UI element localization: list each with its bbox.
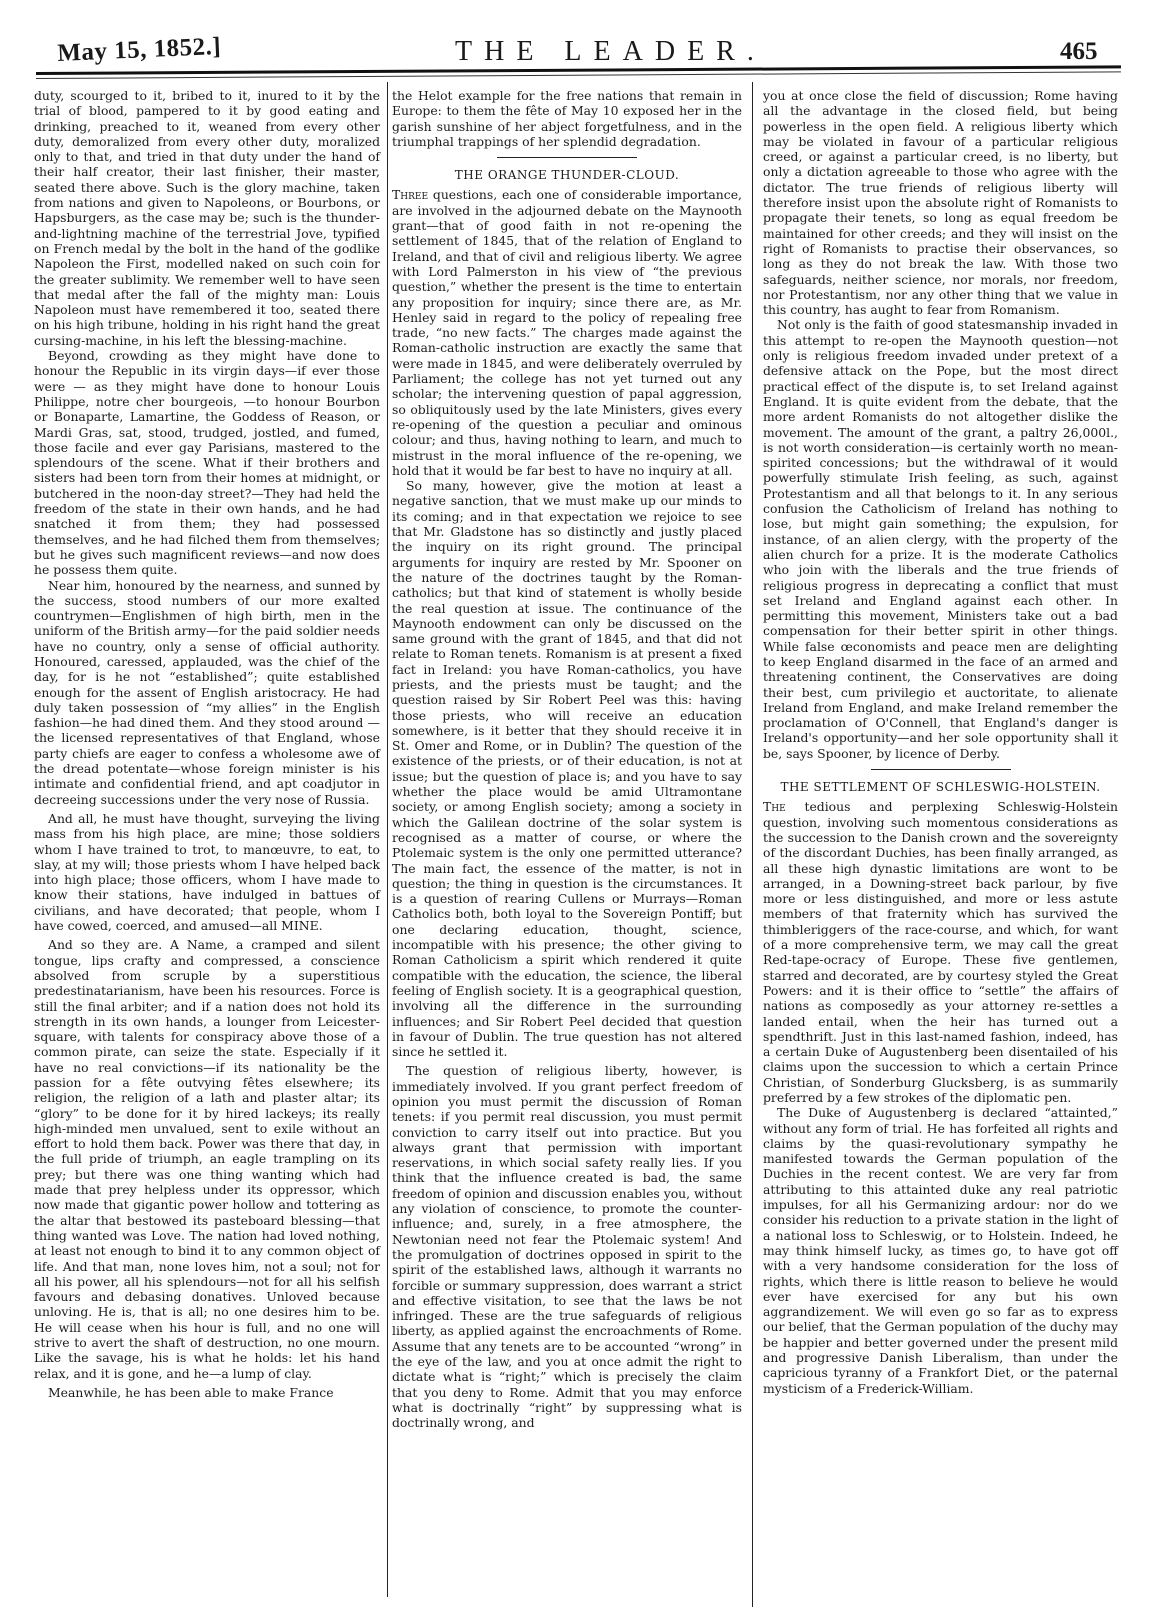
masthead [0,0,1155,88]
page-number: 465 [1060,38,1098,65]
paragraph: And all, he must have thought, surveying the living mass from his high place, are mine; those soldiers whom I have trained to trot, to manœuvre, to eat, to slay, at my will; those priests whom I have helped back into high place; those officers, whom I have made to know their stations, have indulged in battues of civilians, and have decorated; that people, whom I have cowed, coerced, and amused—all MINE. [34,810,380,934]
paragraph: Near him, honoured by the nearness, and sunned by the success, stood numbers of our more exalted countrymen—Englishmen of high birth, men in the uniform of the British army—for the paid soldier needs have no country, only a sense of official authority. Honoured, caressed, applauded, was the chief of the day, for is he not “established”; quite established enough for the assent of English aristocracy. He had duly taken possession of “my allies” in the English fashion—he had dined them. And they stood around — the licensed representatives of that England, whose party chiefs are eager to confess a wholesome awe of the dread potentate—whose foreign minister is his intimate and confidential friend, and apt coadjutor in decreeing successions under the very nose of Russia. [34,577,380,807]
newspaper-title: THE LEADER. [455,36,766,67]
issue-date: May 15, 1852.] [56,32,222,68]
paragraph: you at once close the field of discussion; Rome having all the advantage in the closed field, but being powerless in the open field. A religious liberty which may be violated in favour of a particular religious creed, or against a particular creed, is no liberty, but only a dictation agreeable to those who agree with the dictator. The true friends of religious liberty will therefore insist upon the absolute right of Romanists to propagate their tenets, so long as equal freedom be maintained for other creeds; and they will insist on the right of Romanists to practise their observances, so long as they do not break the law. With those two safeguards, neither science, nor morals, nor freedom, nor Protestantism, nor any other thing that we value in this country, has aught to fear from Romanism. [763,88,1118,318]
column-middle [392,88,742,1431]
paragraph: Meanwhile, he has been able to make France [48,1384,334,1400]
paragraph: The tedious and perplexing Schleswig-Holstein question, involving such momentous considerations as the succession to the Danish crown and the sovereignty of the discordant Duchies, has been finally arranged, as all these high dynastic limitations are wont to be arranged, in a Downing-street back parlour, by five more or less distinguished, and more or less astute members of that fraternity which has survived the thimbleriggers of the race-course, and which, for want of a more comprehensive term, we may call the great Red-tape-ocracy of Europe. These five gentlemen, starred and decorated, are by courtesy styled the Great Powers: and it is their office to “settle” the affairs of nations as composedly as your attorney re-settles a landed entail, when the heir has turned out a spendthrift. Just in this last-named fashion, indeed, has a certain Duke of Augustenberg been disentailed of his claims upon the succession to which a certain Prince Christian, of Sonderburg Glucksberg, is as summarily preferred by a few strokes of the diplomatic pen. [763,799,1118,1105]
paragraph: duty, scourged to it, bribed to it, inured to it by the trial of blood, pampered to it by good eating and drinking, preached to it, weaned from every other duty, demoralized from every other duty, moralized only to that, and tried in that duty under the hand of their half creator, their last finisher, their master, seated there above. Such is the glory machine, taken from nations and given to Napoleons, or Bourbons, or Hapsburgers, as the case may be; such is the thunder-and-lightning machine of the terrestrial Jove, typified on French medal by the bolt in the hand of the godlike Napoleon the First, modelled naked on such coin for the greater sublimity. We remember well to have seen that medal after the fall of the mighty man: Louis Napoleon must have remembered it too, seated there on his high tribune, holding in his right hand the great cursing-machine, in his left the blessing-machine. [34,88,380,348]
section-separator [497,157,637,158]
lead-word: The [763,799,786,815]
paragraph: the Helot example for the free nations that remain in Europe: to them the fête of May 10 exposed her in the garish sunshine of her abject forgetfulness, and in the triumphal trappings of her splendid degradation. [392,88,742,149]
article-heading: THE ORANGE THUNDER-CLOUD. [454,168,680,183]
paragraph: Not only is the faith of good statesmanship invaded in this attempt to re-open the Maynooth question—not only is religious freedom invaded under pretext of a defensive attack on the Pope, but the most direct practical effect of the dispute is, to set Ireland against England. It is quite evident from the debate, that the more ardent Romanists do not altogether dislike the movement. The amount of the grant, a paltry 26,000l., is not worth consideration—is certainly worth no mean-spirited concessions; but the withdrawal of it would powerfully stimulate Irish feeling, as such, against Protestantism and all that belongs to it. In any serious confusion the Catholicism of Ireland has nothing to lose, but might gain something; the expulsion, for instance, of an alien clergy, with the property of the alien church for a prize. It is the moderate Catholics who join with the liberals and the true friends of religious progress in deprecating a conflict that must set Ireland and England against each other. In permitting this movement, Ministers take out a bad compensation for their better spirit in other things. While false œconomists and peace men are delighting to keep England disarmed in the face of an armed and threatening continent, the Conservatives are doing their best, cum privilegio et auctoritate, to alienate Ireland from England, and make Ireland remember the proclamation of O'Connell, that England's danger is Ireland's opportunity—and her sole opportunity shall it be, says Spooner, by licence of Derby. [763,317,1118,761]
paragraph: Three questions, each one of considerable importance, are involved in the adjourned debate on the Maynooth grant—that of good faith in not re-opening the settlement of 1845, that of the relation of England to Ireland, and that of civil and religious liberty. We agree with Lord Palmerston in his view of “the previous question,” whether the present is the time to entertain any proposition for inquiry; since there are, as Mr. Henley said in regard to the policy of repealing free trade, “no new facts.” The charges made against the Roman-catholic instruction are exactly the same that were made in 1845, and were deliberately overruled by Parliament; the college has not yet turned out any scholar; the intervening question of papal aggression, so obliquitously used by the late Ministers, gives every re-opening of the question a peculiar and ominous colour; and thus, having nothing to learn, and much to mistrust in the moral influence of the re-opening, we hold that it would be far best to have no inquiry at all. [392,187,742,478]
paragraph: The Duke of Augustenberg is declared “attainted,” without any form of trial. He has forfeited all rights and claims by the quasi-revolutionary sympathy he manifested towards the German population of the Duchies in the recent contest. We are very far from attributing to this attainted duke any real patriotic impulses, for all his Germanizing ardour: nor do we consider his reduction to a private station in the light of a national loss to Schleswig, or to Holstein. Indeed, he may think himself lucky, as times go, to have got off with a very handsome consideration for the loss of rights, which there is little reason to believe he would ever have exercised for any but his own aggrandizement. We will even go so far as to express our belief, that the German population of the duchy may be happier and better governed under the present mild and progressive Danish Liberalism, than under the capricious tyranny of a Frankfort Diet, or the paternal mysticism of a Frederick-William. [763,1105,1118,1396]
paragraph: And so they are. A Name, a cramped and silent tongue, lips crafty and compressed, a conscience absolved from scruple by a superstitious predestinatarianism, have been his resources. Force is still the final arbiter; and if a nation does not hold its strength in its own hands, a lounger from Leicester-square, with talents for conspiracy above those of a common pirate, can seize the state. Especially if it have no real convictions—if its nationality be the passion for a fête outvying fêtes elsewhere; its religion, the religion of a lath and plaster altar; its “glory” to be done for it by hired lackeys; its really high-minded men unvalued, sent to exile without an effort to hold them back. Power was there that day, in the full pride of triumph, an eagle trampling on its prey; but there was one thing wanting which had made that prey helpless under its oppressor, which now made that gigantic power hollow and tottering as the altar that bestowed its pasteboard blessing—that thing wanted was Love. The nation had loved nothing, at least not enough to bind it to any common object of life. And that man, none loves him, not a soul; not for all his power, all his splendours—not for all his selfish favours and debasing donatives. Unloved because unloving. He is, that is all; no one desires him to be. He will cease when his hour is full, and no one will strive to avert the shaft of destruction, no one mourn. Like the savage, his is what he holds: let his hand relax, and it is gone, and he—a lump of clay. [34,937,380,1381]
column-left [34,88,380,1400]
paragraph: Beyond, crowding as they might have done to honour the Republic in its virgin days—if ever those were — as they might have done to honour Louis Philippe, notre cher bourgeois, —to honour Bourbon or Bonaparte, Lamartine, the Goddess of Reason, or Mardi Gras, sat, stood, trudged, jostled, and fumed, those facile and ever gay Parisians, mastered to the splendours of the scene. What if their brothers and sisters had been torn from their homes at midnight, or butchered in the noon-day street?—They had held the freedom of the state in their own hands, and he had snatched it from them; they had possessed themselves, and he had filched them from themselves; but he gives such magnificent reviews—and now does he possess them quite. [34,348,380,578]
column-divider [387,82,388,1597]
section-separator [871,769,1011,770]
column-divider [752,82,753,1607]
lead-word: Three [392,187,429,203]
paragraph: So many, however, give the motion at least a negative sanction, that we must make up our minds to its coming; and in that expectation we rejoice to see that Mr. Gladstone has so distinctly and justly placed the inquiry on its right ground. The principal arguments for inquiry are rested by Mr. Spooner on the nature of the doctrines taught by the Roman-catholics; but that kind of statement is wholly beside the real question at issue. The continuance of the Maynooth endowment can only be discussed on the same ground with the grant of 1845, and that did not relate to Roman tenets. Romanism is at present a fixed fact in Ireland: you have Roman-catholics, you have priests, and the priests must be taught; and the question raised by Sir Robert Peel was this: having those priests, who will receive an education somewhere, is it better that they should receive it in St. Omer and Rome, or in Dublin? The question of the existence of the priests, or of their education, is not at issue; but the question of place is; and you have to say whether the place would be amid Ultramontane society, or among English society; among a society in which the Galilean doctrine of the solar system is recognised as a matter of course, or where the Ptolemaic system is the only one permitted utterance? The main fact, the essence of the matter, is not in question; the thing in question is the circumstances. It is a question of rearing Cullens or Murrays—Roman Catholics both, both loyal to the Sovereign Pontiff; but one declaring education, thought, science, incompatible with his presence; the other giving to Roman Catholicism a spirit which rendered it quite compatible with the education, the science, the liberal feeling of English society. It is a geographical question, involving all the difference in the surrounding influences; and Sir Robert Peel decided that question in favour of Dublin. The true question has not altered since he settled it. [392,478,742,1060]
paragraph: The question of religious liberty, however, is immediately involved. If you grant perfect freedom of opinion you must permit the discussion of Roman tenets: if you permit real discussion, you must permit conviction to carry itself out into practice. But you always grant that permission with important reservations, in which social safety really lies. If you think that the influence created is bad, the same freedom of opinion and discussion enables you, without any violation of conscience, to promote the counter-influence; and, surely, in a free atmosphere, the Newtonian need not fear the Ptolemaic system! And the promulgation of doctrines opposed in spirit to the spirit of the established laws, although it warrants no forcible or summary suppression, does warrant a strict and effective visitation, to see that the laws be not infringed. These are the true safeguards of religious liberty, as applied against the encroachments of Rome. Assume that any tenets are to be accounted “wrong” in the eye of the law, and you at once admit the right to dictate what is “right;” which is precisely the claim that you deny to Rome. Admit that you may enforce what is doctrinally “right” by suppressing what is doctrinally wrong, and [392,1063,742,1431]
column-right [763,88,1118,1396]
article-heading: THE SETTLEMENT OF SCHLESWIG-HOLSTEIN. [780,780,1101,795]
